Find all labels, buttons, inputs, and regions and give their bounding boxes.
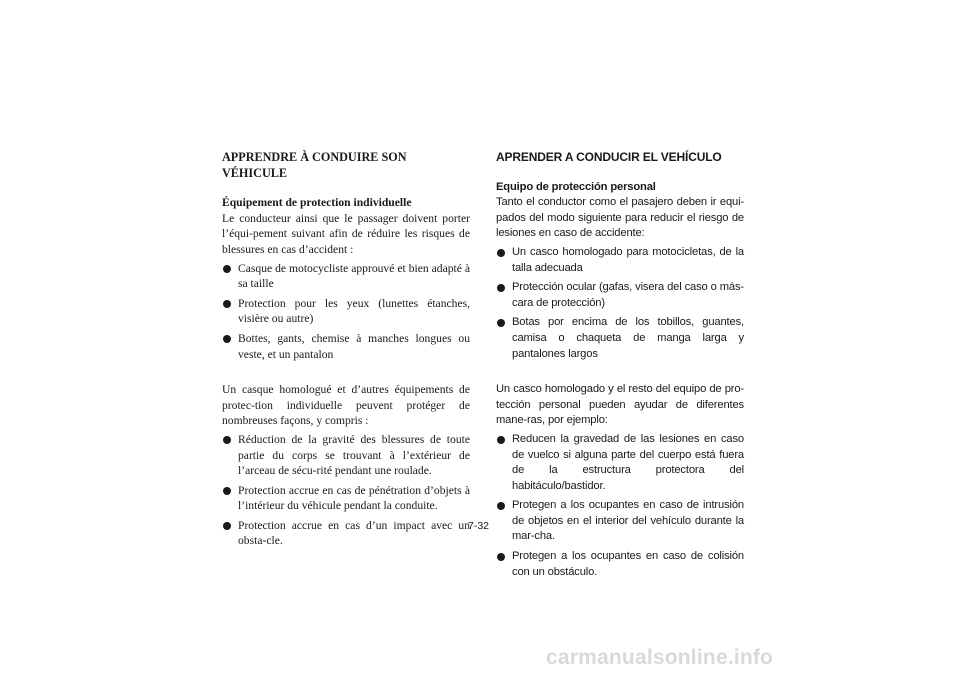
list-item (496, 498, 744, 545)
bullet-icon (223, 436, 231, 444)
french-intro-paragraph: Le conducteur ainsi que le passager doivent porter l’équi-pement suivant afin de réduire les risques de blessures en cas d’accident : (222, 211, 470, 256)
french-benefits-list (222, 432, 470, 549)
bullet-icon (223, 265, 231, 273)
list-item (496, 432, 744, 494)
list-item (222, 483, 470, 514)
list-item-text: Un casco homologado para motocicletas, de la talla adecuada (512, 245, 744, 274)
spanish-column (496, 150, 744, 584)
bullet-icon (497, 319, 505, 327)
list-item (222, 296, 470, 327)
bullet-icon (223, 335, 231, 343)
spanish-benefits-list (496, 432, 744, 580)
french-subtitle: Équipement de protection individuelle (222, 196, 412, 210)
bullet-icon (223, 487, 231, 495)
list-item (496, 549, 744, 580)
list-item-text: Protegen a los ocupantes en caso de colisión con un obstáculo. (512, 550, 744, 578)
list-item-text: Protection accrue en cas d’un impact avec un obsta-cle. (238, 518, 470, 548)
bullet-icon (497, 249, 505, 257)
list-item-text: Botas por encima de los tobillos, guantes, camisa o chaqueta de manga larga y pantalones largos (512, 316, 744, 360)
spanish-equipment-list (496, 245, 744, 362)
list-item (222, 432, 470, 479)
list-item-text: Réduction de la gravité des blessures de toute partie du corps se trouvant à l’extérieur de l’arceau de sécu-rité pendant une roulade. (238, 432, 470, 478)
bullet-icon (497, 284, 505, 292)
spanish-second-paragraph: Un casco homologado y el resto del equipo de pro-tección personal pueden ayudar de diferentes mane-ras, por ejemplo: (496, 383, 744, 427)
spanish-subtitle: Equipo de protección personal (496, 180, 656, 193)
list-item (222, 261, 470, 292)
list-item-text: Casque de motocycliste approuvé et bien adapté à sa taille (238, 261, 470, 291)
spacer (222, 366, 470, 382)
list-item-text: Protection accrue en cas de pénétration d’objets à l’intérieur du véhicule pendant la conduite. (238, 483, 470, 513)
bullet-icon (497, 502, 505, 510)
french-equipment-list (222, 261, 470, 363)
watermark: carmanualsonline.info (546, 646, 774, 669)
bullet-icon (223, 522, 231, 530)
list-item-text: Protection pour les yeux (lunettes étanches, visière ou autre) (238, 296, 470, 326)
french-section-title: APPRENDRE À CONDUIRE SON VÉHICULE (222, 150, 407, 180)
french-column (222, 150, 470, 553)
spanish-section-title: APRENDER A CONDUCIR EL VEHÍCULO (496, 150, 722, 164)
bullet-icon (497, 436, 505, 444)
page-number: 7-32 (468, 520, 490, 532)
list-item (222, 518, 470, 549)
spanish-intro-paragraph: Tanto el conductor como el pasajero deben ir equi-pados del modo siguiente para reducir el riesgo de lesiones en caso de accidente: (496, 196, 744, 240)
list-item (496, 315, 744, 362)
bullet-icon (497, 553, 505, 561)
list-item (496, 245, 744, 276)
list-item-text: Reducen la gravedad de las lesiones en caso de vuelco si alguna parte del cuerpo está fuera de la estructura protectora del habitáculo/bastidor. (512, 432, 744, 492)
list-item (222, 331, 470, 362)
list-item-text: Bottes, gants, chemise à manches longues ou veste, et un pantalon (238, 331, 470, 361)
list-item-text: Protección ocular (gafas, visera del caso o más-cara de protección) (512, 281, 744, 309)
bullet-icon (223, 300, 231, 308)
list-item (496, 280, 744, 311)
spacer (496, 366, 744, 382)
french-second-paragraph: Un casque homologué et d’autres équipements de protec-tion individuelle peuvent protéger de nombreuses façons, y compris : (222, 383, 470, 428)
list-item-text: Protegen a los ocupantes en caso de intrusión de objetos en el interior del vehículo durante la mar-cha. (512, 499, 744, 543)
